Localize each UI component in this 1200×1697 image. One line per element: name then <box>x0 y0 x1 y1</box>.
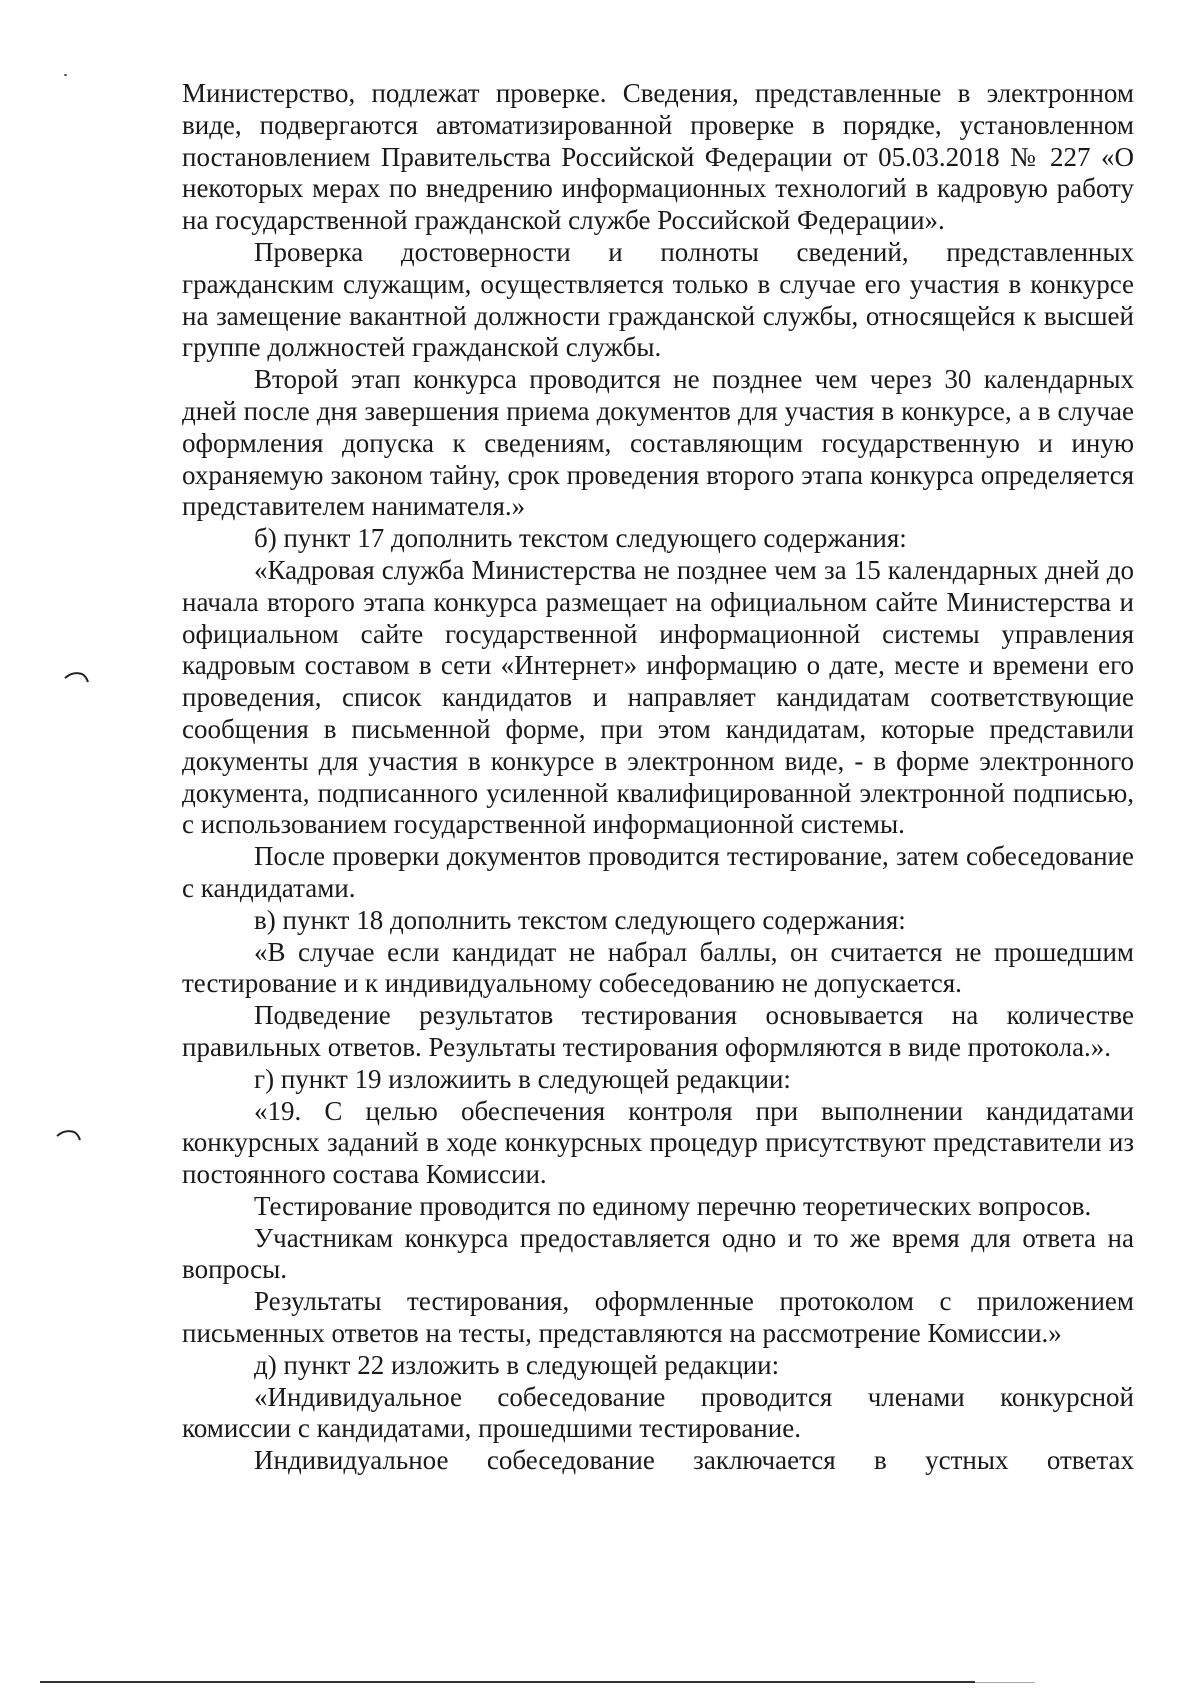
document-body <box>182 78 1134 1477</box>
paragraph: б) пункт 17 дополнить текстом следующего содержания: <box>254 523 907 554</box>
paragraph: д) пункт 22 изложить в следующей редакции: <box>254 1349 780 1380</box>
paragraph: в) пункт 18 дополнить текстом следующего содержания: <box>254 904 906 935</box>
paragraph: Проверка достоверности и полноты сведений, представленных гражданским служащим, осуществляется только в случае его участия в конкурсе на замещение вакантной должности гражданской службы, относящейся к высшей группе должностей гражданской службы. <box>182 236 1134 363</box>
paragraph: Тестирование проводится по единому перечню теоретических вопросов. <box>254 1190 1092 1221</box>
paragraph: Подведение результатов тестирования основывается на количестве правильных ответов. Результаты тестирования оформляются в виде протокола.». <box>182 1000 1134 1062</box>
paragraph: Индивидуальное собеседование заключается в устных ответах <box>254 1445 1134 1476</box>
paragraph: «В случае если кандидат не набрал баллы, он считается не прошедшим тестирование и к индивидуальному собеседованию не допускается. <box>182 936 1134 999</box>
paragraph: «19. С целью обеспечения контроля при выполнении кандидатами конкурсных заданий в ходе конкурсных процедур присутствуют представители из постоянного состава Комиссии. <box>182 1095 1134 1190</box>
paragraph: Результаты тестирования, оформленные протоколом с приложением письменных ответов на тесты, представляются на рассмотрение Комиссии.» <box>182 1286 1134 1349</box>
page-bottom-edge <box>40 1681 975 1683</box>
paragraph: г) пункт 19 изложиить в следующей редакции: <box>254 1063 791 1094</box>
paragraph: Министерство, подлежат проверке. Сведения, представленные в электронном виде, подвергаются автоматизированной проверке в порядке, установленном постановлением Правительства Российской Федерации от 05.03.2018 № 227 «О некоторых мерах по внедрению информационных технологий в кадровую работу на государственной гражданской службе Российской Федерации». <box>182 78 1134 236</box>
paragraph: После проверки документов проводится тестирование, затем собеседование с кандидатами. <box>182 841 1134 903</box>
scan-mark-upper <box>64 670 90 684</box>
paragraph: Второй этап конкурса проводится не позднее чем через 30 календарных дней после дня завершения приема документов для участия в конкурсе, а в случае оформления допуска к сведениям, составляющим государственную и иную охраняемую законом тайну, срок проведения второго этапа конкурса определяется представителем нанимателя.» <box>182 364 1134 522</box>
scan-speck <box>64 74 67 76</box>
page-bottom-edge-faint <box>975 1682 1035 1683</box>
paragraph: Участникам конкурса предоставляется одно и то же время для ответа на вопросы. <box>182 1222 1134 1285</box>
scan-mark-lower <box>56 1128 82 1142</box>
paragraph: «Кадровая служба Министерства не позднее чем за 15 календарных дней до начала второго этапа конкурса размещает на официальном сайте Министерства и официальном сайте государственной информационной системы управления кадровым составом в сети «Интернет» информацию о дате, месте и времени его проведения, список кандидатов и направляет кандидатам соответствующие сообщения в письменной форме, при этом кандидатам, которые представили документы для участия в конкурсе в электронном виде, - в форме электронного документа, подписанного усиленной квалифицированной электронной подписью, с использованием государственной информационной системы. <box>182 554 1134 840</box>
paragraph: «Индивидуальное собеседование проводится членами конкурсной комиссии с кандидатами, прошедшими тестирование. <box>182 1381 1134 1444</box>
